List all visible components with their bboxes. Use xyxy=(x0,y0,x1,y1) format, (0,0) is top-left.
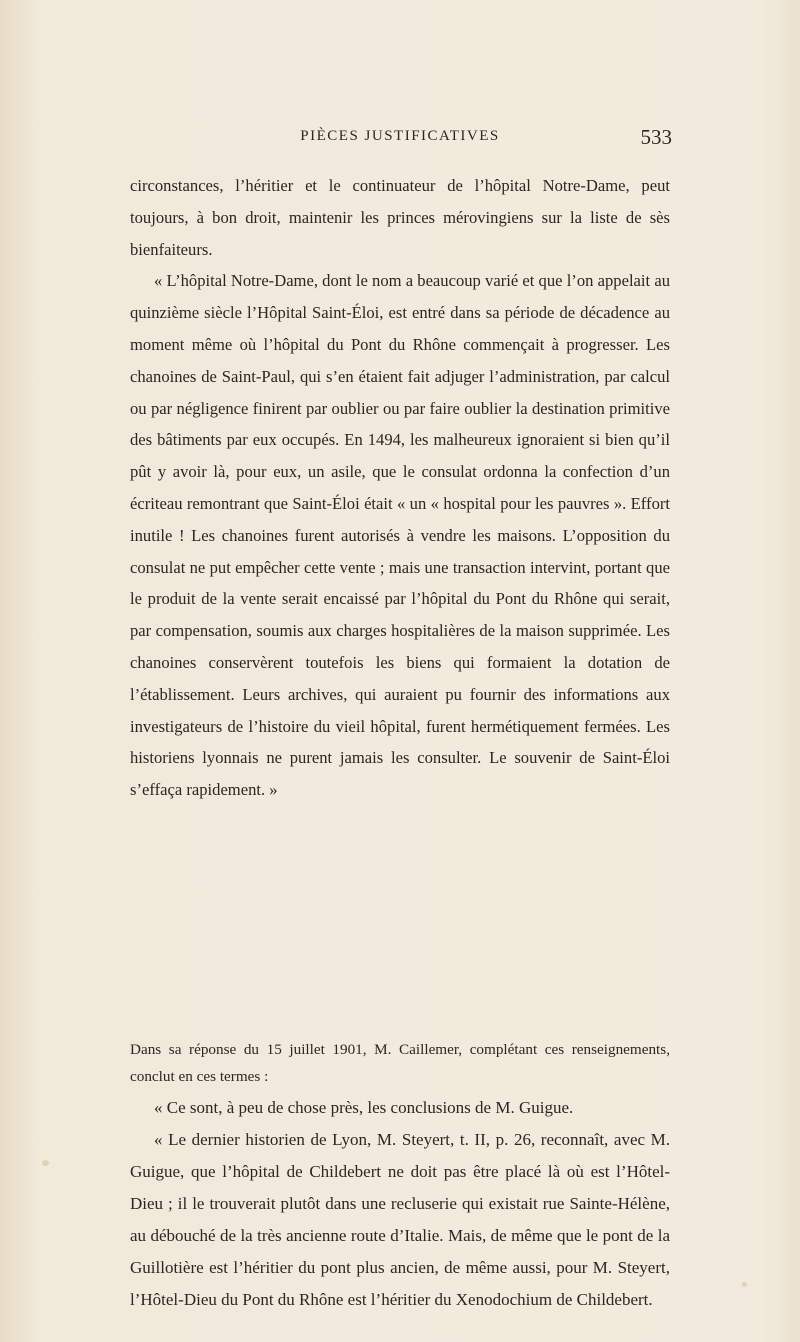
running-title: PIÈCES JUSTIFICATIVES xyxy=(300,128,500,144)
page-header xyxy=(130,125,672,152)
page-number: 533 xyxy=(640,125,672,149)
continued-text xyxy=(130,1092,670,1316)
paragraph: circonstances, l’héritier et le continuateur de l’hôpital Notre-Dame, peut toujours, à bon droit, maintenir les princes mérovingiens sur la liste de sès bienfaiteurs. xyxy=(130,176,670,259)
small-print-paragraph: Dans sa réponse du 15 juillet 1901, M. Caillemer, complétant ces renseignements, conclut en ces termes : xyxy=(130,1041,670,1085)
paper-stain xyxy=(742,1282,747,1287)
small-print-paragraph-block xyxy=(130,1036,670,1090)
paragraph: « L’hôpital Notre-Dame, dont le nom a beaucoup varié et que l’on appelait au quinzième siècle l’Hôpital Saint-Éloi, est entré dans sa période de décadence au moment même où l’hôpital du Pont du Rhône commençait à progresser. Les chanoines de Saint-Paul, qui s’en étaient fait adjuger l’administration, par calcul ou par négligence finirent par oublier ou par faire oublier la destination primitive des bâtiments par eux occupés. En 1494, les malheureux ignoraient si bien qu’il pût y avoir là, pour eux, un asile, que le consulat ordonna la confection d’un écriteau remontrant que Saint-Éloi était « un « hospital pour les pauvres ». Effort inutile ! Les chanoines furent autorisés à vendre les maisons. L’opposition du consulat ne put empêcher cette vente ; mais une transaction intervint, portant que le produit de la vente serait encaissé par l’hôpital du Pont du Rhône qui serait, par compensation, soumis aux charges hospitalières de la maison supprimée. Les chanoines conservèrent toutefois les biens qui formaient la dotation de l’établissement. Leurs archives, qui auraient pu fournir des informations aux investigateurs de l’histoire du vieil hôpital, furent hermétiquement fermées. Les historiens lyonnais ne purent jamais les consulter. Le souvenir de Saint-Éloi s’effaça rapidement. » xyxy=(130,271,670,800)
paper-stain xyxy=(42,1160,49,1166)
main-text xyxy=(130,170,670,806)
paragraph: « Ce sont, à peu de chose près, les conclusions de M. Guigue. xyxy=(154,1098,574,1117)
paragraph: « Le dernier historien de Lyon, M. Steyert, t. II, p. 26, reconnaît, avec M. Guigue, que l’hôpital de Childebert ne doit pas être placé là où est l’Hôtel-Dieu ; il le trouverait plutôt dans une recluserie qui existait rue Sainte-Hélène, au débouché de la très ancienne route d’Italie. Mais, de même que le pont de la Guillotière est l’héritier du pont plus ancien, de même aussi, pour M. Steyert, l’Hôtel-Dieu du Pont du Rhône est l’héritier du Xenodochium de Childebert. xyxy=(130,1130,670,1309)
